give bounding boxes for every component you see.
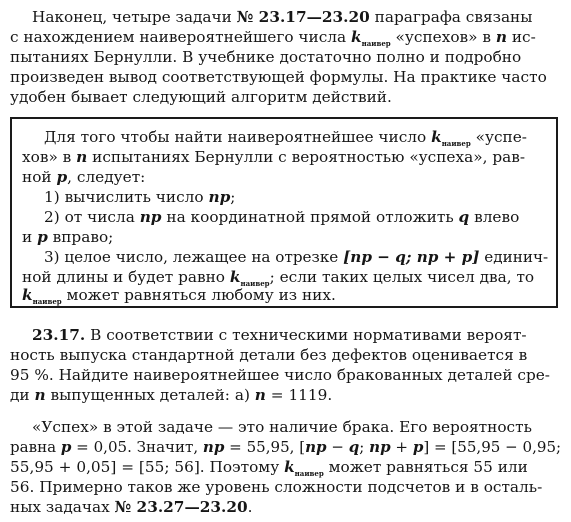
rule-step-2-cont: и p вправо; [22,228,114,246]
rule-step-3: 3) целое число, лежащее на отрезке [np − q; np + p] единич- [44,248,549,266]
box-left-border [10,117,12,308]
rule-line-2: хов» в n испытаниях Бернулли с вероятностью «успеха», рав- [22,148,526,166]
solution-line-5: ных задачах № 23.27—23.20. [10,498,253,516]
rule-line-3: ной p, следует: [22,168,146,186]
box-top-border [10,117,558,119]
rule-step-1: 1) вычислить число np; [44,188,236,206]
intro-line-2: с нахождением наивероятнейшего числа $k_{наивер}$ «успехов» в n ис- [10,28,536,48]
task-line-1: 23.17. В соответствии с техническими нормативами вероят- [32,326,527,344]
task-line-2: ность выпуска стандартной детали без дефектов оценивается в [10,346,528,364]
rule-step-3-end: $k_{наивер}$ может равняться любому из них. [22,286,336,306]
rule-step-2: 2) от числа np на координатной прямой отложить q влево [44,208,520,226]
task-line-4: ди n выпущенных деталей: а) n = 1119. [10,386,333,404]
box-right-border [556,117,558,308]
solution-line-3: 55,95 + 0,05] = [55; 56]. Поэтому $k_{наивер}$ может равняться 55 или [10,458,528,478]
intro-line-1: Наконец, четыре задачи № 23.17—23.20 параграфа связаны [32,8,533,26]
solution-line-1: «Успех» в этой задаче — это наличие брака. Его вероятность [32,418,532,436]
solution-line-2: равна p = 0,05. Значит, np = 55,95, [np − q; np + p] = [55,95 − 0,95; [10,438,562,456]
rule-line-1: Для того чтобы найти наивероятнейшее число $k_{наивер}$ «успе- [44,128,527,148]
task-line-3: 95 %. Найдите наивероятнейшее число бракованных деталей сре- [10,366,550,384]
intro-line-3: пытаниях Бернулли. В учебнике достаточно полно и подробно [10,48,522,66]
intro-line-4: произведен вывод соответствующей формулы. На практике часто [10,68,547,86]
intro-line-5: удобен бывает следующий алгоритм действий. [10,88,392,106]
solution-line-4: 56. Примерно таков же уровень сложности подсчетов и в осталь- [10,478,543,496]
rule-step-3-cont: ной длины и будет равно $k_{наивер}$; если таких целых чисел два, то [22,268,535,288]
